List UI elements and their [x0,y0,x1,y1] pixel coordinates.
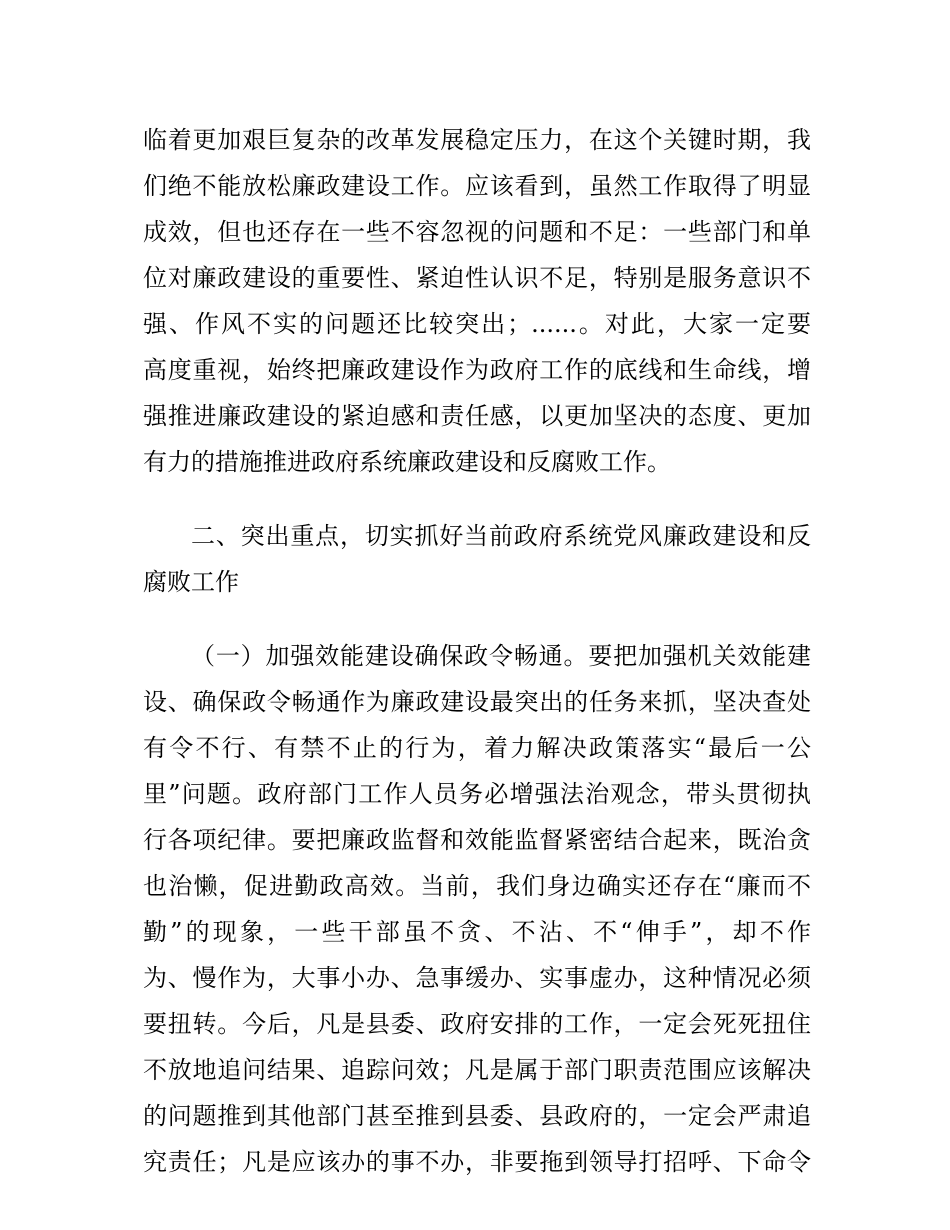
text-line: 为、慢作为，大事小办、急事缓办、实事虚办，这种情况必须 [143,964,811,992]
paragraph-spacer [143,605,811,633]
text-line: 不放地追问结果、追踪问效；凡是属于部门职责范围应该解决 [143,1056,811,1084]
text-line: 高度重视，始终把廉政建设作为政府工作的底线和生命线，增 [143,356,811,384]
text-line: 有令不行、有禁不止的行为，着力解决政策落实“最后一公 [143,734,811,762]
heading-line: 腐败工作 [143,568,239,596]
paragraph-spacer [143,485,811,513]
text-line: 强、作风不实的问题还比较突出；......。对此，大家一定要 [143,310,811,338]
text-line: 成效，但也还存在一些不容忽视的问题和不足：一些部门和单 [143,218,811,246]
text-line: 设、确保政令畅通作为廉政建设最突出的任务来抓，坚决查处 [143,688,811,716]
paragraph-1 [143,117,811,485]
text-line: 的问题推到其他部门甚至推到县委、县政府的，一定会严肃追 [143,1102,811,1130]
document-body [143,117,811,1185]
text-line: 位对廉政建设的重要性、紧迫性认识不足，特别是服务意识不 [143,264,811,292]
text-line: 究责任；凡是应该办的事不办，非要拖到领导打招呼、下命令 [143,1148,811,1176]
text-line: 也治懒，促进勤政高效。当前，我们身边确实还存在“廉而不 [143,872,811,900]
text-line: 要扭转。今后，凡是县委、政府安排的工作，一定会死死扭住 [143,1010,811,1038]
text-line: 临着更加艰巨复杂的改革发展稳定压力，在这个关键时期，我 [143,126,811,154]
text-line: 勤”的现象，一些干部虽不贪、不沾、不“伸手”，却不作 [143,918,811,946]
text-line: 里”问题。政府部门工作人员务必增强法治观念，带头贯彻执 [143,780,811,808]
text-line: 有力的措施推进政府系统廉政建设和反腐败工作。 [143,448,671,476]
section-heading [143,513,811,605]
text-line: （一）加强效能建设确保政令畅通。要把加强机关效能建 [191,642,811,670]
paragraph-2 [143,633,811,1185]
text-line: 行各项纪律。要把廉政监督和效能监督紧密结合起来，既治贪 [143,826,811,854]
text-line: 强推进廉政建设的紧迫感和责任感，以更加坚决的态度、更加 [143,402,811,430]
text-line: 们绝不能放松廉政建设工作。应该看到，虽然工作取得了明显 [143,172,811,200]
heading-line: 二、突出重点，切实抓好当前政府系统党风廉政建设和反 [191,522,811,550]
